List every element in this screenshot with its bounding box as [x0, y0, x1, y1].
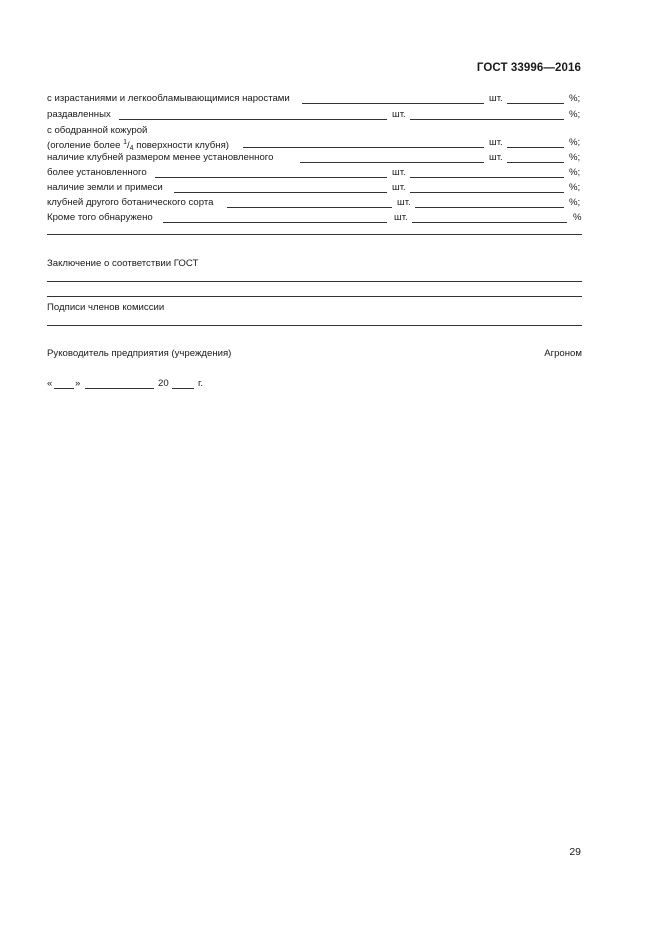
year-prefix: 20: [158, 378, 169, 389]
agronomist-label: Агроном: [544, 348, 582, 359]
date-quote-close: »: [75, 378, 81, 389]
year-suffix: г.: [198, 378, 203, 389]
conclusion-section: [47, 258, 582, 271]
fill-line: [410, 177, 564, 178]
fill-line: [302, 103, 484, 104]
row-outgrowths: [47, 93, 582, 106]
row-oversized: [47, 167, 582, 180]
row-label: с ободранной кожурой: [47, 125, 148, 136]
row-label: Кроме того обнаружено: [47, 212, 153, 223]
fill-line: [174, 192, 387, 193]
row-undersized: [47, 152, 582, 165]
fill-line: [410, 119, 564, 120]
row-label: (оголение более $^1/_4$ поверхности клубня): [47, 139, 229, 152]
pcs-label: шт.: [397, 197, 411, 208]
fill-line: [415, 207, 564, 208]
row-label: наличие клубней размером менее установленного: [47, 152, 274, 163]
fill-line: [507, 103, 564, 104]
row-additionally-found: [47, 212, 582, 225]
row-label: наличие земли и примеси: [47, 182, 163, 193]
row-label: клубней другого ботанического сорта: [47, 197, 214, 208]
row-label: с израстаниями и легкообламывающимися наростами: [47, 93, 290, 104]
page-number: 29: [569, 846, 581, 858]
pcs-label: шт.: [392, 109, 406, 120]
fill-line: [507, 147, 564, 148]
fill-line: [119, 119, 387, 120]
pct-label: %;: [569, 109, 581, 120]
fill-line: [507, 162, 564, 163]
signatures-section: [47, 302, 582, 315]
row-peeled: [47, 137, 582, 150]
row-label: более установленного: [47, 167, 147, 178]
pct-label: %;: [569, 93, 581, 104]
row-soil-impurities: [47, 182, 582, 195]
blank-line: [47, 234, 582, 235]
head-label: Руководитель предприятия (учреждения): [47, 348, 232, 359]
fill-line: [227, 207, 392, 208]
fill-line: [410, 192, 564, 193]
row-label: раздавленных: [47, 109, 111, 120]
conclusion-label: Заключение о соответствии ГОСТ: [47, 258, 199, 269]
row-crushed: [47, 109, 582, 122]
pct-label: %;: [569, 152, 581, 163]
pct-label: %;: [569, 137, 581, 148]
date-quote-open: «: [47, 378, 53, 389]
pcs-label: шт.: [489, 93, 503, 104]
pcs-label: шт.: [392, 182, 406, 193]
month-line: [85, 388, 154, 389]
fill-line: [243, 147, 484, 148]
blank-line: [47, 325, 582, 326]
signatures-label: Подписи членов комиссии: [47, 302, 165, 313]
pcs-label: шт.: [394, 212, 408, 223]
standard-header: ГОСТ 33996—2016: [476, 62, 581, 74]
fill-line: [163, 222, 387, 223]
pcs-label: шт.: [489, 137, 503, 148]
blank-line: [47, 281, 582, 282]
fill-line: [155, 177, 387, 178]
pct-label: %;: [569, 182, 581, 193]
blank-line: [47, 296, 582, 297]
pcs-label: шт.: [392, 167, 406, 178]
pct-label: %: [573, 212, 582, 223]
row-other-variety: [47, 197, 582, 210]
date-row: [47, 378, 582, 391]
day-line: [54, 388, 74, 389]
pcs-label: шт.: [489, 152, 503, 163]
pct-label: %;: [569, 197, 581, 208]
pct-label: %;: [569, 167, 581, 178]
year-line: [172, 388, 194, 389]
fill-line: [412, 222, 567, 223]
fill-line: [300, 162, 484, 163]
signatory-row: [47, 348, 582, 361]
